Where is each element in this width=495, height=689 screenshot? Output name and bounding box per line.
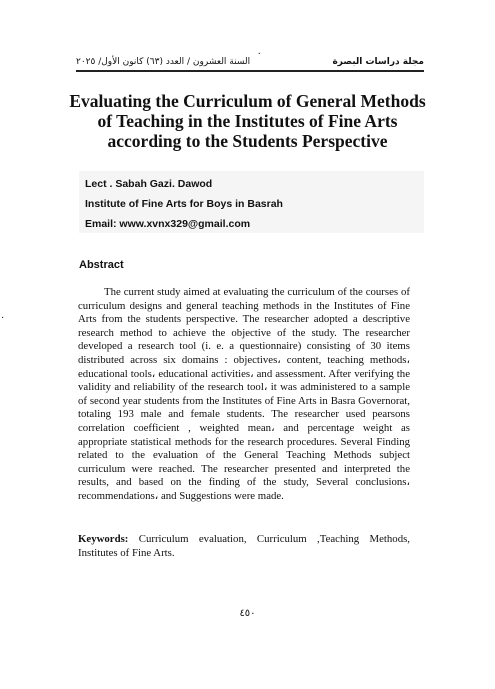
author-box bbox=[79, 171, 424, 233]
abstract-text: The current study aimed at evaluating the curriculum of the courses of curriculum designs and general teaching methods in the Institutes of Fine Arts from the students perspective. The researcher adopted a descriptive research method to achieve the objective of the study. The researcher developed a research tool (i. e. a questionnaire) consisting of 30 items distributed across six domains : objectives، content, teaching methods، educational tools، educational activities، and assessment. After verifying the validity and reliability of the research tool، it was administered to a sample of second year students from the Institutes of Fine Arts in Basra Governorat, totaling 193 male and female students. The researcher used pearsons correlation coefficient , weighted mean، and percentage weight as appropriate statistical methods for the research procedures. Several Finding related to the evaluation of the General Teaching Methods subject curriculum were reached. The researcher presented and interpreted the results, and based on the finding of the study, Several conclusions، recommendations، and Suggestions were made. bbox=[78, 286, 410, 502]
abstract-heading: Abstract bbox=[79, 259, 124, 271]
author-institution: Institute of Fine Arts for Boys in Basrah bbox=[85, 198, 283, 210]
abstract-body bbox=[78, 286, 410, 504]
keywords-text: Curriculum evaluation, Curriculum ,Teaching Methods, Institutes of Fine Arts. bbox=[78, 533, 410, 559]
author-email: Email: www.xvnx329@gmail.com bbox=[85, 218, 251, 230]
keywords bbox=[78, 533, 410, 560]
margin-mark: · bbox=[1, 313, 5, 324]
running-header bbox=[76, 57, 424, 72]
page-number: ٤٥٠ bbox=[239, 608, 256, 619]
journal-name: مجلة دراسات البصرة bbox=[332, 57, 424, 67]
paper-title: Evaluating the Curriculum of General Methods of Teaching in the Institutes of Fine Arts according to the Students Perspective bbox=[69, 91, 426, 151]
issue-info: السنة العشرون / العدد (٦٣) كانون الأول/ ٢٠٢٥ bbox=[76, 57, 251, 67]
stray-mark: . bbox=[258, 46, 261, 57]
keywords-label: Keywords: bbox=[78, 533, 129, 545]
author-name: Lect . Sabah Gazi. Dawod bbox=[85, 178, 213, 190]
